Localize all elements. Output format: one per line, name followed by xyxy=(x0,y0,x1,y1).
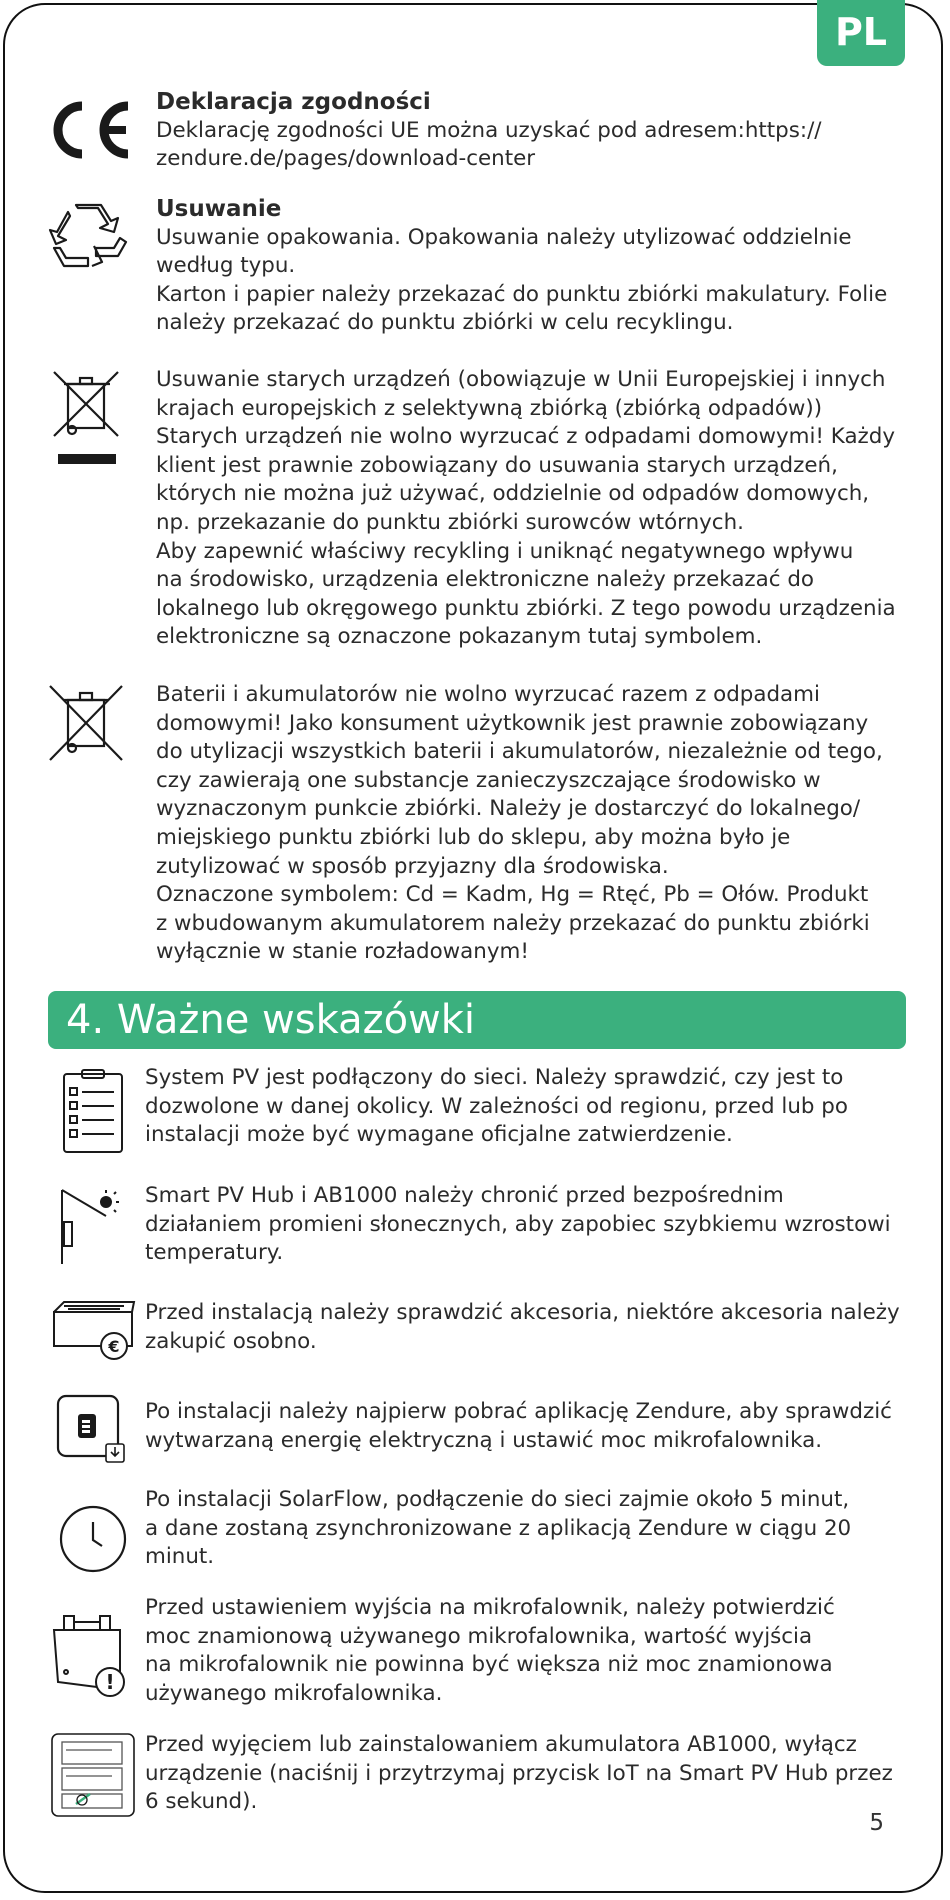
weee-line: klient jest prawnie zobowiązany do usuwania starych urządzeń, xyxy=(156,452,838,478)
recycle-icon xyxy=(48,202,128,270)
weee-line: krajach europejskich z selektywną zbiórką (zbiórką odpadów)) xyxy=(156,395,823,421)
battery-unit-icon xyxy=(50,1732,136,1818)
weee-line: np. przekazanie do punktu zbiórki surowców wtórnych. xyxy=(156,509,744,535)
tip-item xyxy=(145,1064,848,1150)
tip-line: minut. xyxy=(145,1544,215,1570)
weee-line: Aby zapewnić właściwy recykling i uniknąć negatywnego wpływu xyxy=(156,538,854,564)
battery-line: do utylizacji wszystkich baterii i akumulatorów, niezależnie od tego, xyxy=(156,739,883,765)
disposal-line: Karton i papier należy przekazać do punktu zbiórki makulatury. Folie xyxy=(156,281,888,307)
tip-item xyxy=(145,1182,891,1268)
battery-line: wyznaczonym punkcie zbiórki. Należy je dostarczyć do lokalnego/ xyxy=(156,796,861,822)
tip-line: 6 sekund). xyxy=(145,1789,258,1815)
tip-item xyxy=(145,1299,900,1356)
weee-line: Usuwanie starych urządzeń (obowiązuje w Unii Europejskiej i innych xyxy=(156,367,886,392)
conformity-line: zendure.de/pages/download-center xyxy=(156,146,536,172)
tip-line: dozwolone w danej okolicy. W zależności od regionu, przed lub po xyxy=(145,1093,848,1119)
tip-item xyxy=(145,1731,893,1817)
tip-line: temperatury. xyxy=(145,1240,284,1266)
disposal-line: Usuwanie opakowania. Opakowania należy utylizować oddzielnie xyxy=(156,224,852,250)
svg-text:!: ! xyxy=(105,1670,115,1694)
tip-line: używanego mikrofalownika. xyxy=(145,1680,443,1706)
battery-line: zutylizować w sposób przyjazny dla środowiska. xyxy=(156,853,669,879)
svg-text:€: € xyxy=(108,1337,120,1356)
tip-line: zakupić osobno. xyxy=(145,1328,317,1354)
battery-section xyxy=(156,681,883,967)
battery-line: wyłącznie w stanie rozładowanym! xyxy=(156,939,529,965)
tip-line: Przed wyjęciem lub zainstalowaniem akumulatora AB1000, wyłącz xyxy=(145,1732,857,1757)
checklist-icon xyxy=(62,1068,124,1154)
tip-line: a dane zostaną zsynchronizowane z aplikacją Zendure w ciągu 20 xyxy=(145,1515,852,1541)
weee-line: na środowisko, urządzenia elektroniczne należy przekazać do xyxy=(156,567,814,593)
conformity-line: Deklarację zgodności UE można uzyskać pod adresem:https:// xyxy=(156,117,822,143)
language-badge: PL xyxy=(817,0,905,66)
page-number: 5 xyxy=(869,1810,884,1836)
tip-line: na mikrofalownik nie powinna być większa niż moc znamionowa xyxy=(145,1652,833,1678)
battery-line: czy zawierają one substancje zanieczyszczające środowisko w xyxy=(156,767,821,793)
weee-line: Starych urządzeń nie wolno wyrzucać z odpadami domowymi! Każdy xyxy=(156,424,896,450)
weee-line: lokalnego lub okręgowego punktu zbiórki. Z tego powodu urządzenia xyxy=(156,595,896,621)
tip-line: instalacji może być wymagane oficjalne zatwierdzenie. xyxy=(145,1122,733,1148)
app-download-icon xyxy=(56,1394,128,1464)
tip-line: urządzenie (naciśnij i przytrzymaj przycisk IoT na Smart PV Hub przez xyxy=(145,1760,893,1786)
clock-icon xyxy=(58,1504,128,1574)
disposal-line: należy przekazać do punktu zbiórki w celu recyklingu. xyxy=(156,310,734,336)
disposal-heading: Usuwanie xyxy=(156,196,282,222)
sunlight-icon xyxy=(58,1186,120,1266)
conformity-heading: Deklaracja zgodności xyxy=(156,89,431,115)
disposal-line: według typu. xyxy=(156,253,296,279)
tip-line: wytwarzaną energię elektryczną i ustawić moc mikrofalownika. xyxy=(145,1427,823,1453)
accessory-box-icon xyxy=(50,1298,138,1362)
tip-line: działaniem promieni słonecznych, aby zapobiec szybkiemu wzrostowi xyxy=(145,1211,891,1237)
tip-item xyxy=(145,1594,835,1708)
crossed-bin-icon xyxy=(52,370,122,466)
battery-line: miejskiego punktu zbiórki lub do sklepu, aby można było je xyxy=(156,824,791,850)
weee-line: elektroniczne są oznaczone pokazanym tutaj symbolem. xyxy=(156,624,763,650)
tip-item xyxy=(145,1486,851,1572)
disposal-section xyxy=(156,195,887,338)
battery-line: z wbudowanym akumulatorem należy przekazać do punktu zbiórki xyxy=(156,910,870,936)
conformity-section xyxy=(156,88,822,174)
microinverter-warning-icon xyxy=(50,1610,130,1700)
tip-line: System PV jest podłączony do sieci. Należy sprawdzić, czy jest to xyxy=(145,1065,844,1090)
tip-line: moc znamionową używanego mikrofalownika, wartość wyjścia xyxy=(145,1623,813,1649)
weee-section xyxy=(156,366,896,652)
tip-line: Przed instalacją należy sprawdzić akcesoria, niektóre akcesoria należy xyxy=(145,1300,900,1325)
section-banner: 4. Ważne wskazówki xyxy=(48,991,906,1049)
ce-mark-icon xyxy=(44,100,132,160)
battery-line: domowymi! Jako konsument użytkownik jest prawnie zobowiązany xyxy=(156,710,869,736)
tip-line: Przed ustawieniem wyjścia na mikrofalownik, należy potwierdzić xyxy=(145,1595,835,1620)
battery-line: Oznaczone symbolem: Cd = Kadm, Hg = Rtęć, Pb = Ołów. Produkt xyxy=(156,882,869,908)
crossed-battery-bin-icon xyxy=(48,684,124,762)
tip-line: Smart PV Hub i AB1000 należy chronić przed bezpośrednim xyxy=(145,1183,784,1208)
tip-item xyxy=(145,1398,892,1455)
tip-line: Po instalacji SolarFlow, podłączenie do sieci zajmie około 5 minut, xyxy=(145,1487,850,1512)
weee-line: których nie można już używać, oddzielnie od odpadów domowych, xyxy=(156,481,870,507)
tip-line: Po instalacji należy najpierw pobrać aplikację Zendure, aby sprawdzić xyxy=(145,1399,892,1424)
battery-line: Baterii i akumulatorów nie wolno wyrzucać razem z odpadami xyxy=(156,682,820,707)
